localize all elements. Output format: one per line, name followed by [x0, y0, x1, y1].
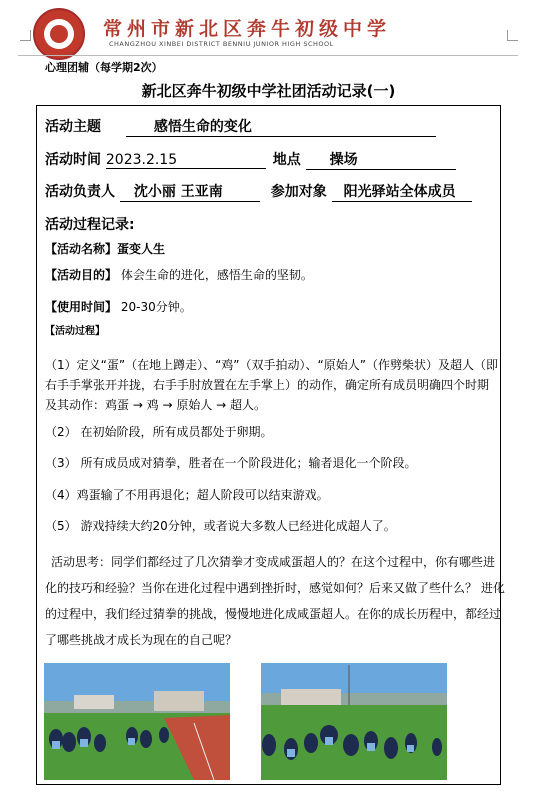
step-4: （4）鸡蛋输了不用再退化；超人阶段可以结束游戏。 [45, 488, 329, 502]
school-name: 常州市新北区奔牛初级中学 [103, 18, 392, 40]
time-value: 2023.2.15 [106, 152, 266, 169]
school-logo [33, 8, 85, 60]
activity-photo-right [261, 663, 447, 780]
process-label: 【活动过程】 [45, 326, 105, 337]
margin-mark-right [507, 30, 518, 41]
theme-row [45, 116, 436, 137]
theme-value: 感悟生命的变化 [126, 116, 436, 137]
activity-goal-label: 【活动目的】 [45, 268, 118, 282]
activity-goal-value: 体会生命的进化，感悟生命的坚韧。 [120, 268, 313, 282]
process-heading: 活动过程记录: [45, 217, 135, 233]
activity-name [45, 240, 165, 257]
place-label: 地点 [272, 152, 301, 168]
activity-name-label: 【活动名称】 [45, 242, 118, 256]
time-row [45, 149, 456, 170]
theme-label: 活动主题 [45, 119, 101, 135]
activity-photo-left [44, 663, 230, 780]
leader-label: 活动负责人 [45, 184, 115, 200]
header-divider [18, 55, 518, 56]
club-label: 心理团辅（每学期2次） [45, 61, 163, 74]
step-1: （1）定义“蛋”（在地上蹲走）、“鸡”（双手拍动）、“原始人”（作劈柴状）及超人（即右手手掌张开并拢，右手手肘放置在左手掌上）的动作，确定所有成员明确四个时期及其动作：鸡蛋 → 鸡 → 原始人 → 超人。 [45, 358, 498, 412]
document-title: 新北区奔牛初级中学社团活动记录(一) [141, 82, 396, 100]
school-name-en: CHANGZHOU XINBEI DISTRICT BENNIU JUNIOR HIGH SCHOOL [109, 40, 334, 48]
step-5: （5） 游戏持续大约20分钟，或者说大多数人已经进化成超人了。 [45, 519, 396, 533]
leader-value: 沈小丽 王亚南 [120, 181, 260, 202]
step-3: （3） 所有成员成对猜拳，胜者在一个阶段进化；输者退化一个阶段。 [45, 456, 417, 470]
audience-value: 阳光驿站全体成员 [332, 181, 472, 202]
place-value: 操场 [306, 149, 456, 170]
step-2: （2） 在初始阶段，所有成员都处于卵期。 [45, 425, 273, 439]
leader-row [45, 181, 472, 202]
activity-goal [45, 266, 313, 283]
activity-thinking: 活动思考：同学们都经过了几次猜拳才变成咸蛋超人的？在这个过程中，你有哪些进化的技巧和经验？当你在进化过程中遇到挫折时，感觉如何？后来又做了些什么？ 进化的过程中，我们经过猜拳的挑战，慢慢地进化成咸蛋超人。在你的成长历程中，都经过了哪些挑战才成长为现在的自己呢？ [45, 555, 505, 647]
time-label: 活动时间 [45, 152, 101, 168]
audience-label: 参加对象 [270, 184, 327, 200]
time-use-label: 【使用时间】 [45, 300, 118, 314]
margin-mark-left [20, 30, 31, 41]
time-use [45, 298, 192, 315]
time-use-value: 20-30分钟。 [120, 300, 192, 314]
activity-name-value: 蛋变人生 [117, 242, 166, 256]
